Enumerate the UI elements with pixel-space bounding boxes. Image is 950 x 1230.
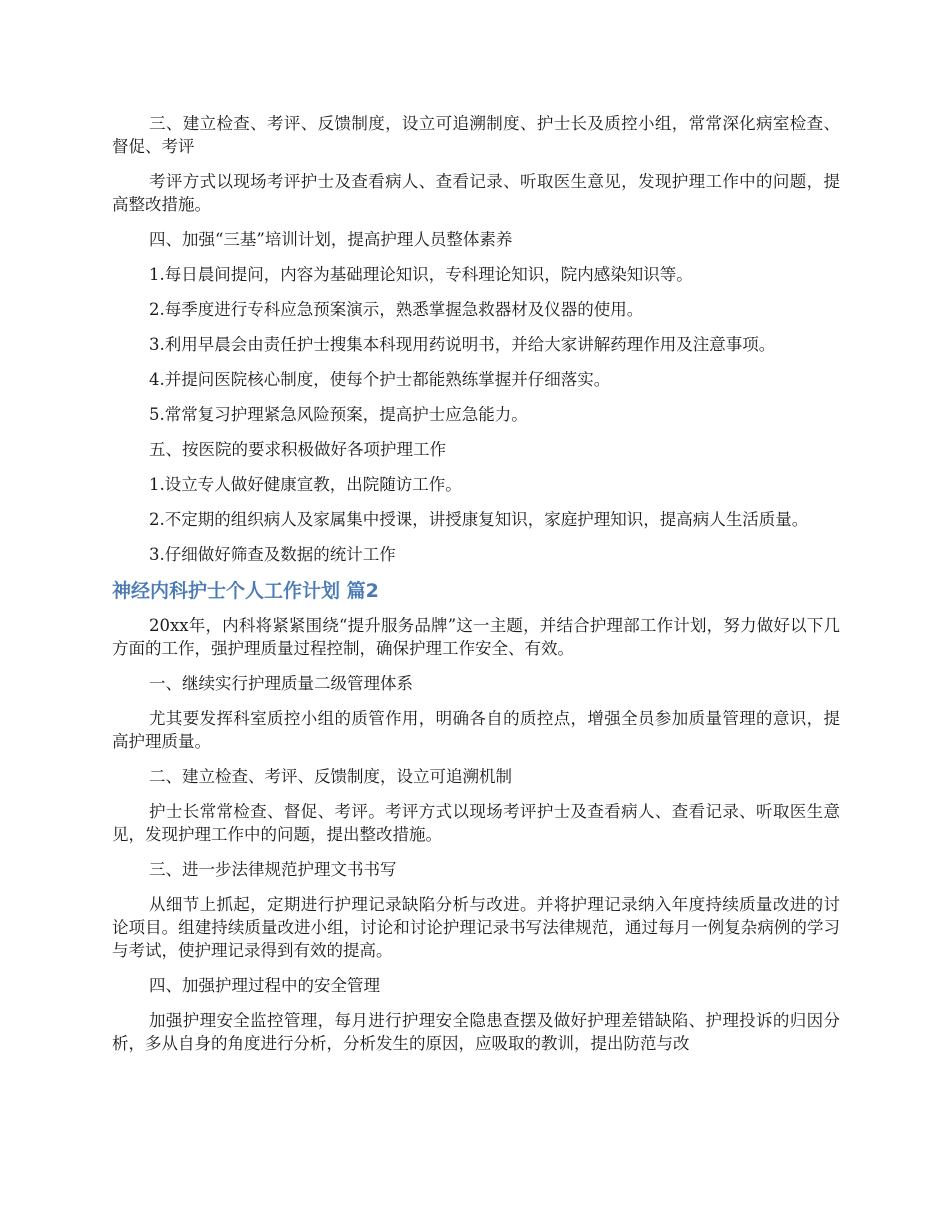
paragraph: 从细节上抓起，定期进行护理记录缺陷分析与改进。并将护理记录纳入年度持续质量改进的讨论项目。组建持续质量改进小组，讨论和讨论护理记录书写法律规范，通过每月一例复杂病例的学习与考试，使护理记录得到有效的提高。: [112, 895, 840, 960]
document-page: [112, 112, 840, 1067]
paragraph: 20xx年，内科将紧紧围绕“提升服务品牌”这一主题，并结合护理部工作计划，努力做好以下几方面的工作，强护理质量过程控制，确保护理工作安全、有效。: [112, 616, 840, 658]
paragraph: 一、继续实行护理质量二级管理体系: [149, 674, 413, 693]
paragraph: 四、加强护理过程中的安全管理: [149, 976, 380, 995]
paragraph: 尤其要发挥科室质控小组的质管作用，明确各自的质控点，增强全员参加质量管理的意识，提高护理质量。: [112, 709, 840, 751]
paragraph: 三、建立检查、考评、反馈制度，设立可追溯制度、护士长及质控小组，常常深化病室检查、督促、考评: [112, 114, 840, 156]
paragraph: 四、加强“三基”培训计划，提高护理人员整体素养: [149, 230, 513, 249]
paragraph: 护士长常常检查、督促、考评。考评方式以现场考评护士及查看病人、查看记录、听取医生意见，发现护理工作中的问题，提出整改措施。: [112, 802, 840, 844]
paragraph: 4.并提问医院核心制度，使每个护士都能熟练掌握并仔细落实。: [149, 370, 611, 389]
paragraph: 考评方式以现场考评护士及查看病人、查看记录、听取医生意见，发现护理工作中的问题，提高整改措施。: [112, 172, 840, 214]
paragraph: 2.不定期的组织病人及家属集中授课，讲授康复知识，家庭护理知识，提高病人生活质量。: [149, 510, 809, 529]
paragraph: 3.仔细做好筛查及数据的统计工作: [149, 545, 396, 564]
paragraph: 5.常常复习护理紧急风险预案，提高护士应急能力。: [149, 405, 528, 424]
paragraph: 五、按医院的要求积极做好各项护理工作: [149, 440, 446, 459]
paragraph: 2.每季度进行专科应急预案演示，熟悉掌握急救器材及仪器的使用。: [149, 300, 644, 319]
paragraph: 加强护理安全监控管理，每月进行护理安全隐患查摆及做好护理差错缺陷、护理投诉的归因分析，多从自身的角度进行分析，分析发生的原因，应吸取的教训，提出防范与改: [112, 1011, 840, 1053]
paragraph: 3.利用早晨会由责任护士搜集本科现用药说明书，并给大家讲解药理作用及注意事项。: [149, 335, 776, 354]
paragraph: 三、进一步法律规范护理文书书写: [149, 860, 397, 879]
paragraph: 1.每日晨间提问，内容为基础理论知识，专科理论知识，院内感染知识等。: [149, 265, 693, 284]
paragraph: 1.设立专人做好健康宣教，出院随访工作。: [149, 475, 462, 494]
paragraph: 二、建立检查、考评、反馈制度，设立可追溯机制: [149, 767, 512, 786]
section-heading: 神经内科护士个人工作计划 篇2: [112, 580, 379, 602]
